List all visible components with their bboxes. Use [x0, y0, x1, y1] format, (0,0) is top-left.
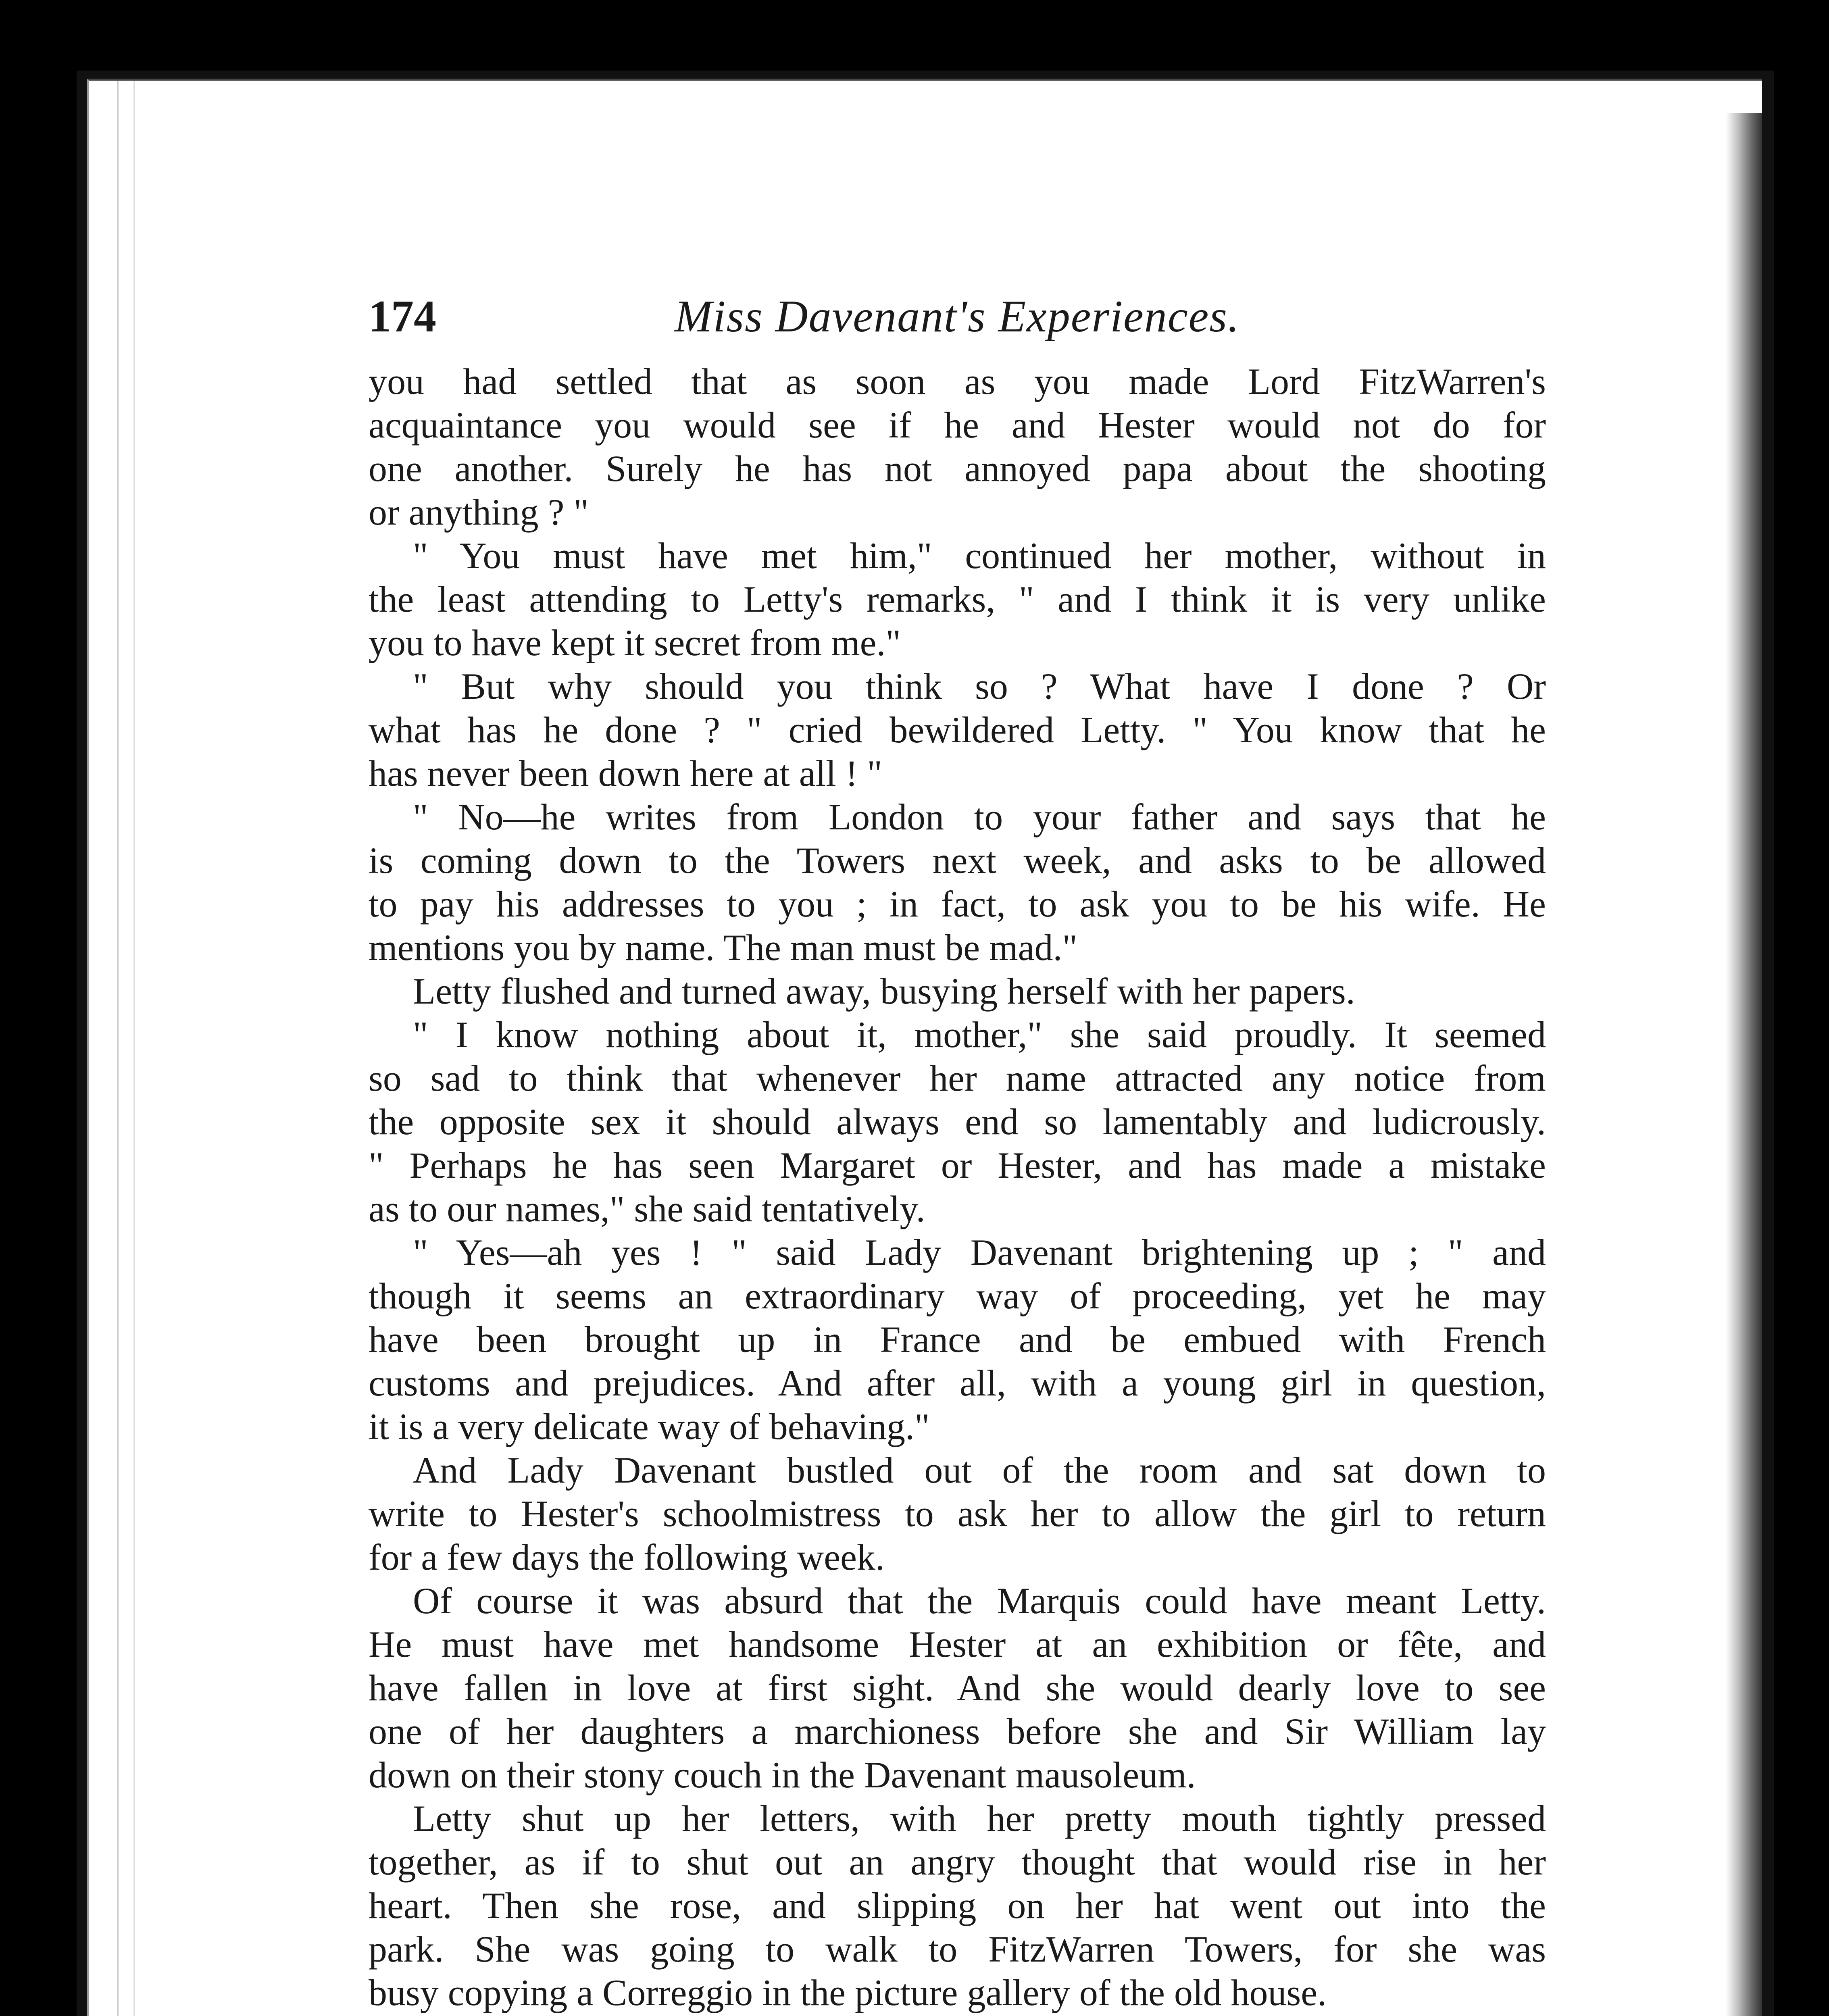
- text-block: [369, 279, 1546, 2016]
- page-header: [369, 279, 1546, 360]
- text-line: down on their stony couch in the Davenant mausoleum.: [369, 1754, 1196, 1795]
- gutter-shadow: [1726, 113, 1762, 2016]
- text-line: " Perhaps he has seen Margaret or Hester, and has made a mistake: [369, 1145, 1546, 1186]
- text-line: has never been down here at all ! ": [369, 753, 882, 794]
- text-line: for a few days the following week.: [369, 1537, 885, 1578]
- text-line: Letty shut up her letters, with her pretty mouth tightly pressed: [413, 1798, 1546, 1839]
- text-line: And Lady Davenant bustled out of the room and sat down to: [413, 1450, 1546, 1491]
- text-line: heart. Then she rose, and slipping on her hat went out into the: [369, 1885, 1546, 1926]
- text-line: customs and prejudices. And after all, with a young girl in question,: [369, 1362, 1546, 1404]
- text-line: it is a very delicate way of behaving.": [369, 1406, 930, 1447]
- text-line: mentions you by name. The man must be mad.": [369, 927, 1078, 968]
- text-line: [369, 2014, 1546, 2016]
- text-line: the least attending to Letty's remarks, " and I think it is very unlike: [369, 579, 1546, 620]
- page-edge-line: [133, 81, 135, 2016]
- text-line: busy copying a Correggio in the picture gallery of the old house.: [369, 1972, 1327, 2013]
- text-line: Of course it was absurd that the Marquis could have meant Letty.: [413, 1580, 1546, 1621]
- text-line: " No—he writes from London to your father and says that he: [413, 796, 1546, 837]
- text-line: one another. Surely he has not annoyed papa about the shooting: [369, 448, 1546, 489]
- text-line: one of her daughters a marchioness before she and Sir William lay: [369, 1711, 1546, 1752]
- text-line: though it seems an extraordinary way of proceeding, yet he may: [369, 1275, 1546, 1316]
- text-line: He must have met handsome Hester at an exhibition or fête, and: [369, 1624, 1546, 1665]
- text-line: " I know nothing about it, mother," she said proudly. It seemed: [413, 1014, 1546, 1055]
- text-line: you to have kept it secret from me.": [369, 622, 901, 663]
- text-line: so sad to think that whenever her name attracted any notice from: [369, 1058, 1546, 1099]
- text-line: write to Hester's schoolmistress to ask her to allow the girl to return: [369, 1493, 1546, 1534]
- text-line: " Yes—ah yes ! " said Lady Davenant brightening up ; " and: [413, 1232, 1546, 1273]
- text-line: you had settled that as soon as you made Lord FitzWarren's: [369, 361, 1546, 402]
- text-line: to pay his addresses to you ; in fact, to ask you to be his wife. He: [369, 883, 1546, 925]
- text-line: Letty flushed and turned away, busying herself with her papers.: [413, 971, 1355, 1012]
- text-line: the opposite sex it should always end so lamentably and ludicrously.: [369, 1101, 1546, 1142]
- text-line: " You must have met him," continued her mother, without in: [413, 535, 1546, 576]
- text-line: park. She was going to walk to FitzWarren Towers, for she was: [369, 1929, 1546, 1970]
- text-line: together, as if to shut out an angry thought that would rise in her: [369, 1841, 1546, 1883]
- text-line: as to our names," she said tentatively.: [369, 1188, 925, 1229]
- text-line: is coming down to the Towers next week, and asks to be allowed: [369, 840, 1546, 881]
- running-head: Miss Davenant's Experiences.: [675, 292, 1240, 342]
- body-text: [369, 360, 1546, 2016]
- text-line: have fallen in love at first sight. And she would dearly love to see: [369, 1667, 1546, 1708]
- text-line: have been brought up in France and be embued with French: [369, 1319, 1546, 1360]
- text-line: " But why should you think so ? What have I done ? Or: [413, 666, 1546, 707]
- text-line: acquaintance you would see if he and Hester would not do for: [369, 404, 1546, 446]
- text-line: or anything ? ": [369, 492, 589, 533]
- page-number: 174: [369, 292, 436, 342]
- page-edge-line: [117, 81, 119, 2016]
- text-line: what has he done ? " cried bewildered Letty. " You know that he: [369, 709, 1546, 750]
